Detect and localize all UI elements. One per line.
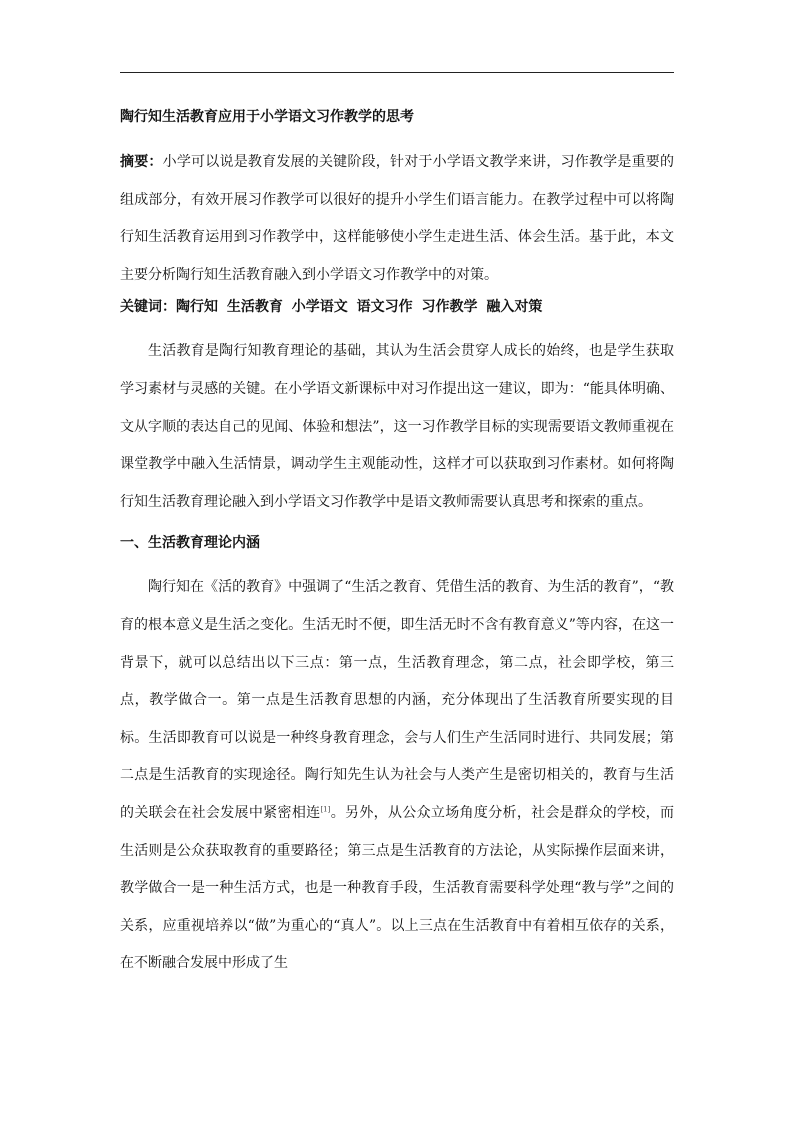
keyword-item: 语文习作 (356, 299, 413, 316)
intro-paragraph: 生活教育是陶行知教育理论的基础，其认为生活会贯穿人成长的始终，也是学生获取学习素材与灵感的关键。在小学语文新课标中对习作提出这一建议，即为：“能具体明确、文从字顺的表达自己的见闻、体验和想法”，这一习作教学目标的实现需要语文教师重视在课堂教学中融入生活情景，调动学生主观能动性，这样才可以获取到习作素材。如何将陶行知生活教育理论融入到小学语文习作教学中是语文教师需要认真思考和探索的重点。 (120, 343, 674, 510)
abstract-paragraph (120, 144, 674, 294)
keyword-item: 生活教育 (226, 299, 283, 316)
section-paragraph (120, 569, 674, 983)
abstract-text: 小学可以说是教育发展的关键阶段，针对于小学语文教学来讲，习作教学是重要的组成部分，有效开展习作教学可以很好的提升小学生们语言能力。在教学过程中可以将陶行知生活教育运用到习作教学中，这样能够使小学生走进生活、体会生活。基于此，本文主要分析陶行知生活教育融入到小学语文习作教学中的对策。 (120, 154, 675, 283)
keywords-line (120, 294, 674, 320)
header-rule (120, 72, 674, 73)
document-title: 陶行知生活教育应用于小学语文习作教学的思考 (120, 109, 414, 125)
keyword-item: 小学语文 (291, 299, 348, 316)
section-heading: 一、生活教育理论内涵 (120, 535, 260, 552)
abstract-label: 摘要： (120, 154, 163, 170)
keyword-item: 习作教学 (421, 299, 478, 316)
section-paragraph-text-part1: 陶行知在《活的教育》中强调了“生活之教育、凭借生活的教育、为生活的教育”，“教育的根本意义是生活之变化。生活无时不便，即生活无时不含有教育意义”等内容，在这一背景下，就可以总结出以下三点：第一点，生活教育理念，第二点，社会即学校，第三点，教学做合一。第一点是生活教育思想的内涵，充分体现出了生活教育所要实现的目标。生活即教育可以说是一种终身教育理念，会与人们生产生活同时进行、共同发展；第二点是生活教育的实现途径。陶行知先生认为社会与人类产生是密切相关的，教育与生活的关联会在社会发展中紧密相连 (120, 579, 674, 821)
citation-marker[interactable]: [1] (320, 805, 331, 814)
keyword-item: 陶行知 (176, 299, 218, 316)
document-content (120, 104, 674, 983)
keyword-item: 融入对策 (486, 299, 543, 316)
keywords-label: 关键词： (120, 299, 176, 316)
section-paragraph-text-part2: 。另外，从公众立场角度分析，社会是群众的学校，而生活则是公众获取教育的重要路径；第三点是生活教育的方法论，从实际操作层面来讲，教学做合一是一种生活方式，也是一种教育手段，生活教育需要科学处理“教与学”之间的关系，应重视培养以“做”为重心的“真人”。以上三点在生活教育中有着相互依存的关系，在不断融合发展中形成了生 (120, 804, 675, 972)
